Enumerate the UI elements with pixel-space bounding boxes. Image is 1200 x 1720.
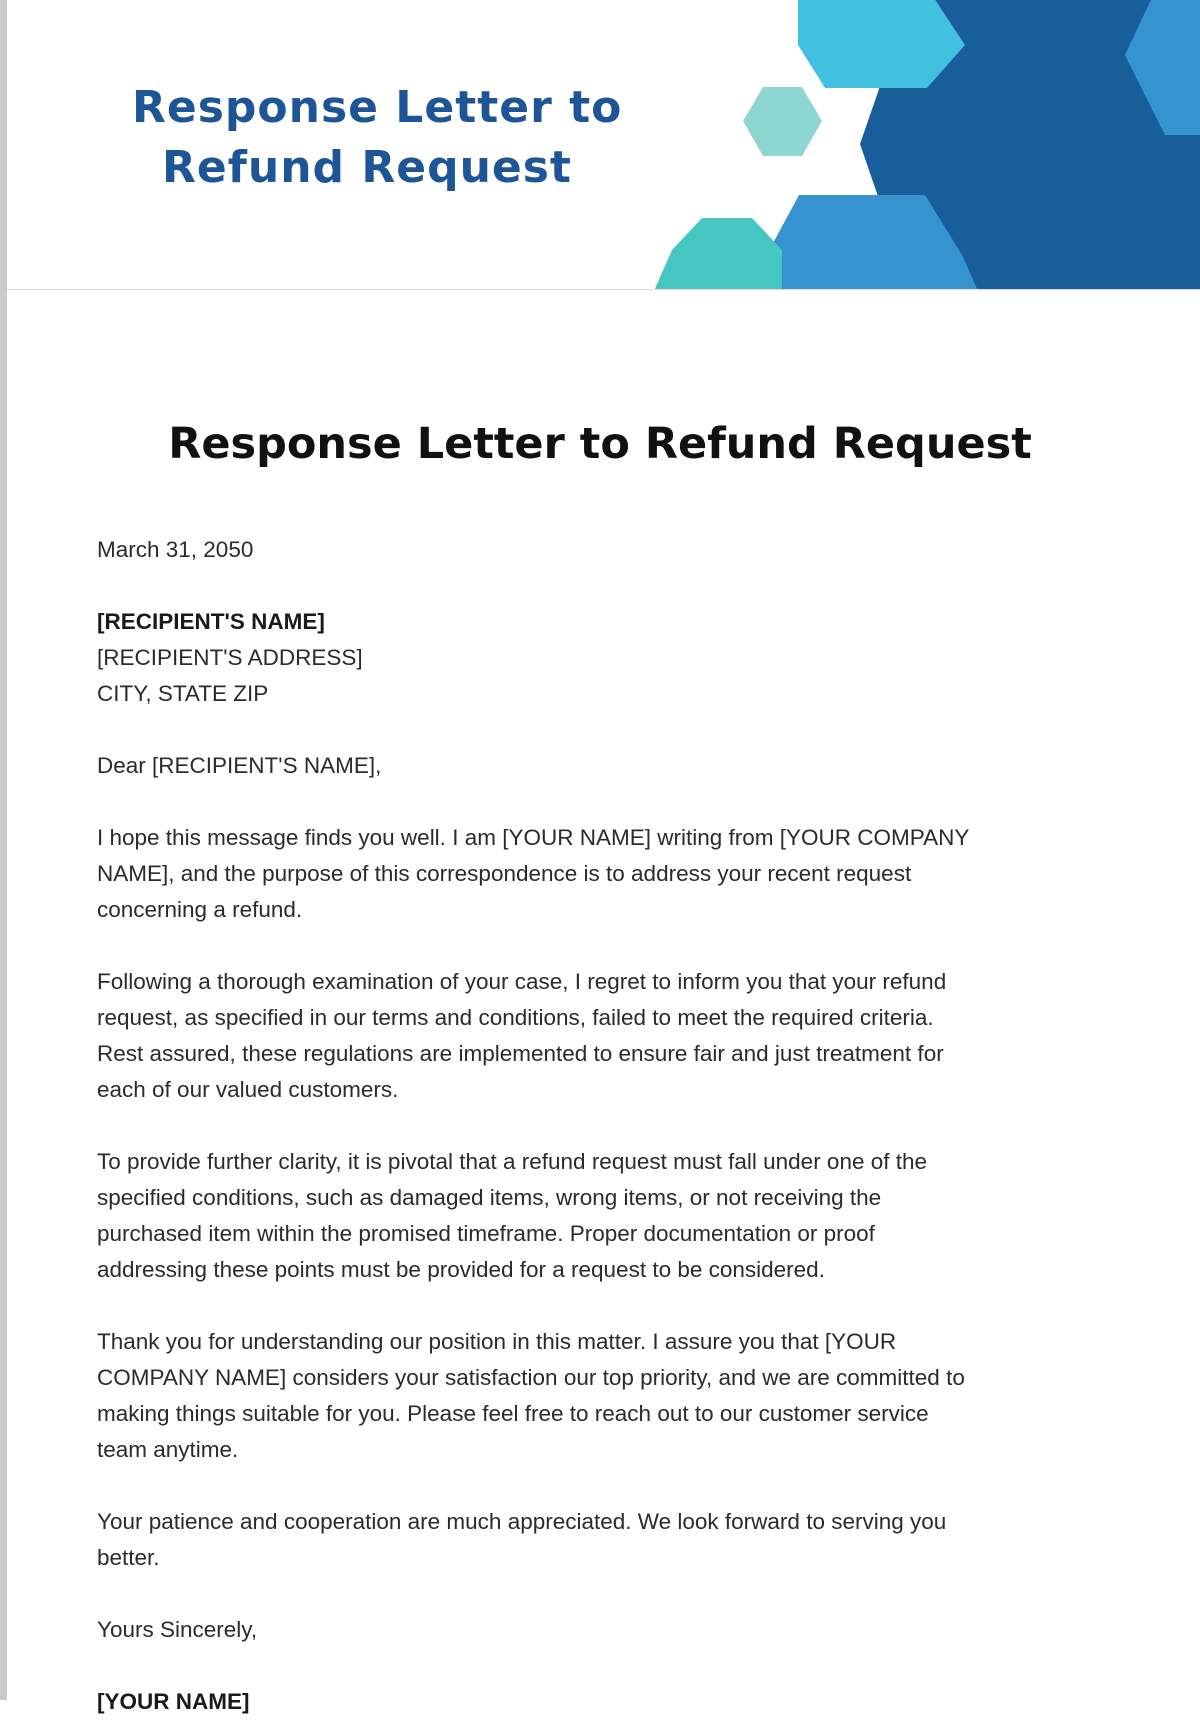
paragraph-2 — [97, 964, 1107, 1108]
hex-teal-bottom — [650, 218, 782, 289]
paragraph-line: NAME], and the purpose of this correspondence is to address your recent request — [97, 861, 912, 886]
paragraph-1 — [97, 820, 1107, 928]
paragraph-line: better. — [97, 1545, 160, 1570]
salutation: Dear [RECIPIENT'S NAME], — [97, 753, 382, 778]
paragraph-4 — [97, 1324, 1107, 1468]
paragraph-line: Your patience and cooperation are much appreciated. We look forward to serving you — [97, 1509, 947, 1534]
hex-pale-teal — [743, 87, 822, 156]
recipient-address: [RECIPIENT'S ADDRESS] — [97, 645, 363, 670]
paragraph-line: Thank you for understanding our position in this matter. I assure you that [YOUR — [97, 1329, 897, 1354]
recipient-city-state-zip: CITY, STATE ZIP — [97, 681, 269, 706]
signature-name: [YOUR NAME] — [97, 1689, 250, 1714]
header-title-line2: Refund Request — [162, 142, 572, 193]
paragraph-line: I hope this message finds you well. I am [YOUR NAME] writing from [YOUR COMPANY — [97, 825, 970, 850]
header-banner — [7, 0, 1200, 290]
paragraph-line: addressing these points must be provided for a request to be considered. — [97, 1257, 825, 1282]
header-title-line1: Response Letter to — [132, 82, 623, 133]
paragraph-line: Following a thorough examination of your case, I regret to inform you that your refund — [97, 969, 947, 994]
paragraph-line: COMPANY NAME] considers your satisfaction our top priority, and we are committed to — [97, 1365, 965, 1390]
paragraph-line: purchased item within the promised timeframe. Proper documentation or proof — [97, 1221, 875, 1246]
paragraph-line: team anytime. — [97, 1437, 239, 1462]
paragraph-3 — [97, 1144, 1107, 1288]
paragraph-line: Rest assured, these regulations are implemented to ensure fair and just treatment for — [97, 1041, 944, 1066]
letter-body — [97, 532, 1107, 1720]
paragraph-line: each of our valued customers. — [97, 1077, 399, 1102]
paragraph-line: specified conditions, such as damaged items, wrong items, or not receiving the — [97, 1185, 882, 1210]
recipient-name: [RECIPIENT'S NAME] — [97, 609, 325, 634]
closing: Yours Sincerely, — [97, 1617, 258, 1642]
paragraph-line: To provide further clarity, it is pivotal that a refund request must fall under one of the — [97, 1149, 928, 1174]
document-title: Response Letter to Refund Request — [168, 419, 1032, 469]
paragraph-line: concerning a refund. — [97, 897, 303, 922]
header-title — [132, 78, 623, 198]
paragraph-5 — [97, 1504, 1107, 1576]
paragraph-line: making things suitable for you. Please feel free to reach out to our customer service — [97, 1401, 929, 1426]
paragraph-line: request, as specified in our terms and conditions, failed to meet the required criteria. — [97, 1005, 934, 1030]
letter-date: March 31, 2050 — [97, 537, 254, 562]
page-left-edge — [0, 0, 7, 1700]
